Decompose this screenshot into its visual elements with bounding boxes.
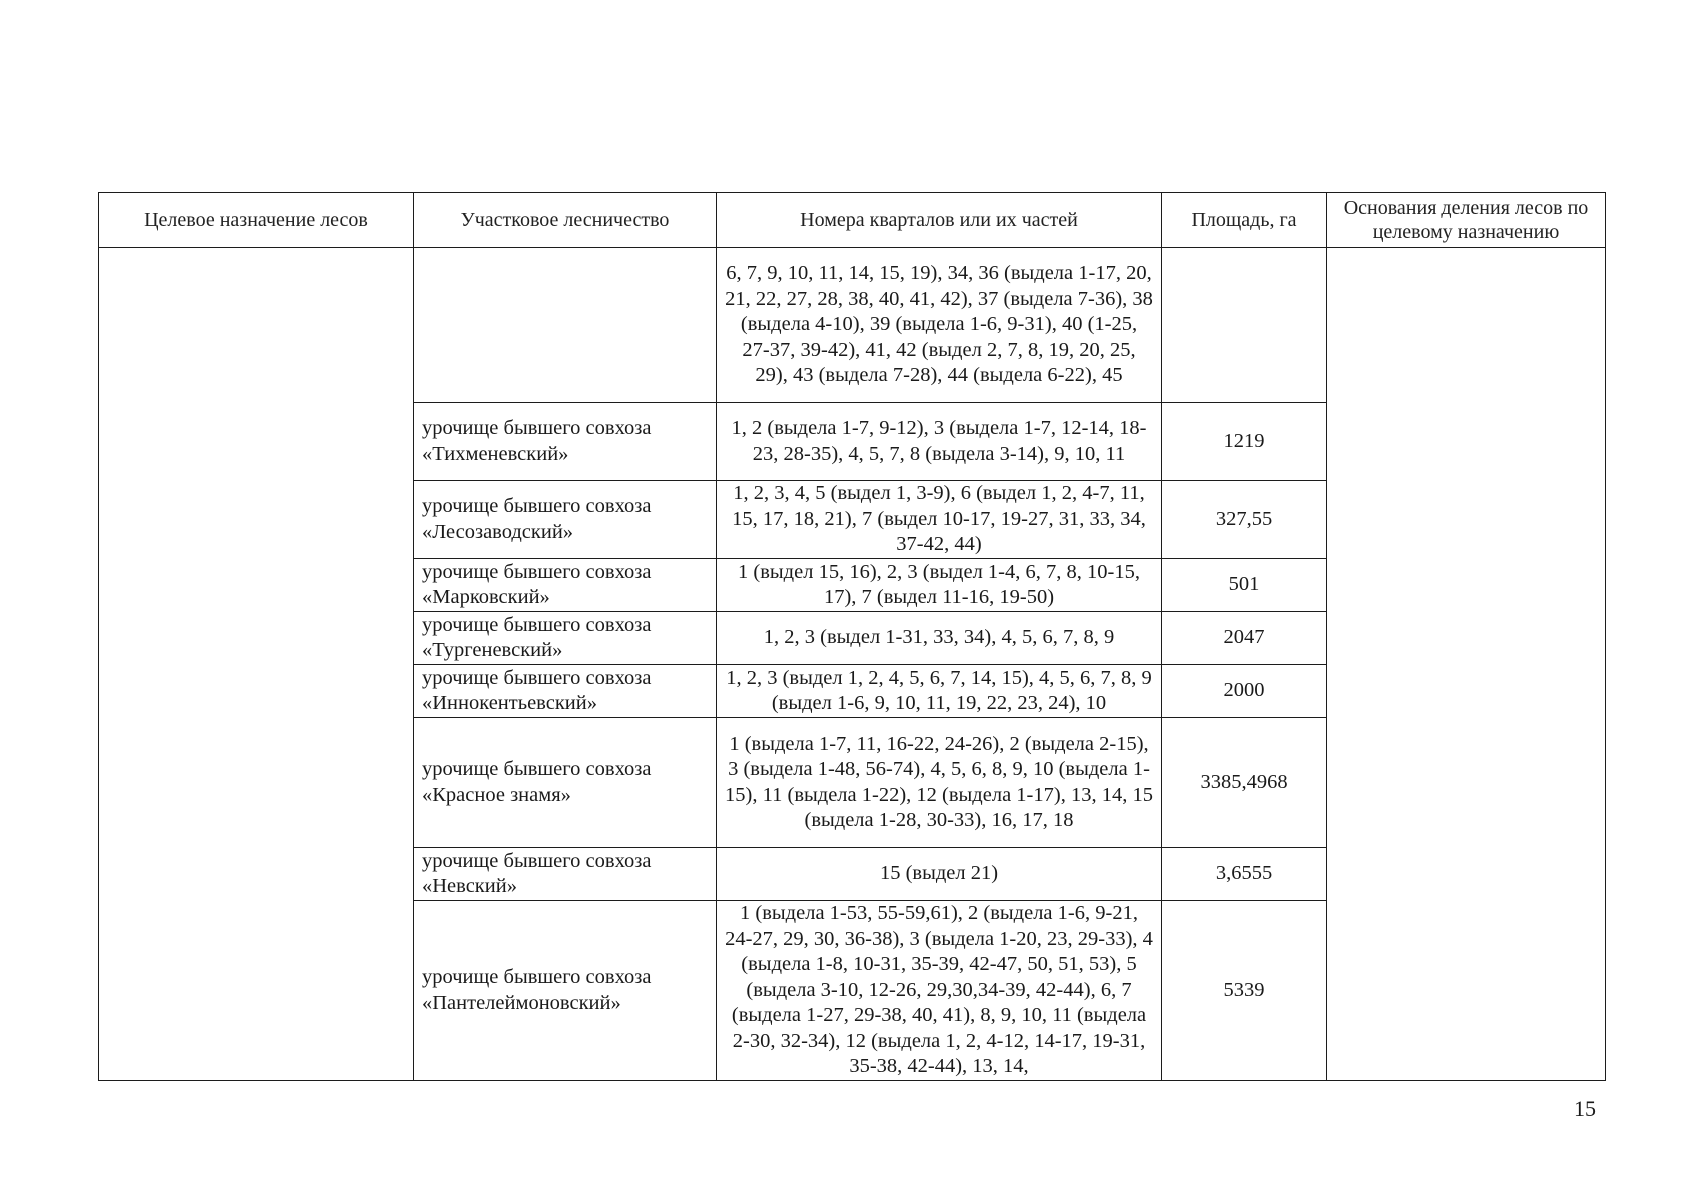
forestry-cell: урочище бывшего совхоза «Тихменевский» (414, 403, 717, 481)
header-forestry: Участковое лесничество (414, 193, 717, 248)
area-cell: 3385,4968 (1162, 718, 1327, 848)
area-cell: 327,55 (1162, 481, 1327, 559)
forestry-cell: урочище бывшего совхоза «Невский» (414, 848, 717, 901)
forestry-cell: урочище бывшего совхоза «Марковский» (414, 559, 717, 612)
table-header-row (99, 193, 1606, 248)
quarters-cell: 1, 2 (выдела 1-7, 9-12), 3 (выдела 1-7, 12-14, 18-23, 28-35), 4, 5, 7, 8 (выдела 3-14), 9, 10, 11 (717, 403, 1162, 481)
forest-purpose-table (98, 192, 1606, 1081)
quarters-cell: 1, 2, 3 (выдел 1-31, 33, 34), 4, 5, 6, 7, 8, 9 (717, 612, 1162, 665)
area-cell: 5339 (1162, 901, 1327, 1081)
header-purpose: Целевое назначение лесов (99, 193, 414, 248)
basis-cell (1327, 248, 1606, 1081)
quarters-cell: 1, 2, 3 (выдел 1, 2, 4, 5, 6, 7, 14, 15), 4, 5, 6, 7, 8, 9 (выдел 1-6, 9, 10, 11, 19, 22, 23, 24), 10 (717, 665, 1162, 718)
forestry-cell: урочище бывшего совхоза «Красное знамя» (414, 718, 717, 848)
forestry-cell: урочище бывшего совхоза «Лесозаводский» (414, 481, 717, 559)
forestry-cell: урочище бывшего совхоза «Пантелеймоновский» (414, 901, 717, 1081)
purpose-cell (99, 248, 414, 1081)
area-cell: 3,6555 (1162, 848, 1327, 901)
quarters-cell: 6, 7, 9, 10, 11, 14, 15, 19), 34, 36 (выдела 1-17, 20, 21, 22, 27, 28, 38, 40, 41, 42), 37 (выдела 7-36), 38 (выдела 4-10), 39 (выдела 1-6, 9-31), 40 (1-25, 27-37, 39-42), 41, 42 (выдел 2, 7, 8, 19, 20, 25, 29), 43 (выдела 7-28), 44 (выдела 6-22), 45 (717, 248, 1162, 403)
quarters-cell: 15 (выдел 21) (717, 848, 1162, 901)
header-basis: Основания деления лесов по целевому назначению (1327, 193, 1606, 248)
area-cell: 501 (1162, 559, 1327, 612)
quarters-cell: 1 (выдел 15, 16), 2, 3 (выдел 1-4, 6, 7, 8, 10-15, 17), 7 (выдел 11-16, 19-50) (717, 559, 1162, 612)
header-quarters: Номера кварталов или их частей (717, 193, 1162, 248)
page-number: 15 (1574, 1096, 1596, 1121)
area-cell: 2047 (1162, 612, 1327, 665)
forestry-cell: урочище бывшего совхоза «Иннокентьевский» (414, 665, 717, 718)
table-row (99, 248, 1606, 403)
quarters-cell: 1 (выдела 1-53, 55-59,61), 2 (выдела 1-6, 9-21, 24-27, 29, 30, 36-38), 3 (выдела 1-20, 23, 29-33), 4 (выдела 1-8, 10-31, 35-39, 42-47, 50, 51, 53), 5 (выдела 3-10, 12-26, 29,30,34-39, 42-44), 6, 7 (выдела 1-27, 29-38, 40, 41), 8, 9, 10, 11 (выдела 2-30, 32-34), 12 (выдела 1, 2, 4-12, 14-17, 19-31, 35-38, 42-44), 13, 14, (717, 901, 1162, 1081)
quarters-cell: 1 (выдела 1-7, 11, 16-22, 24-26), 2 (выдела 2-15), 3 (выдела 1-48, 56-74), 4, 5, 6, 8, 9, 10 (выдела 1-15), 11 (выдела 1-22), 12 (выдела 1-17), 13, 14, 15 (выдела 1-28, 30-33), 16, 17, 18 (717, 718, 1162, 848)
area-cell: 1219 (1162, 403, 1327, 481)
forestry-cell: урочище бывшего совхоза «Тургеневский» (414, 612, 717, 665)
area-cell: 2000 (1162, 665, 1327, 718)
quarters-cell: 1, 2, 3, 4, 5 (выдел 1, 3-9), 6 (выдел 1, 2, 4-7, 11, 15, 17, 18, 21), 7 (выдел 10-17, 19-27, 31, 33, 34, 37-42, 44) (717, 481, 1162, 559)
area-cell (1162, 248, 1327, 403)
forestry-cell (414, 248, 717, 403)
header-area: Площадь, га (1162, 193, 1327, 248)
